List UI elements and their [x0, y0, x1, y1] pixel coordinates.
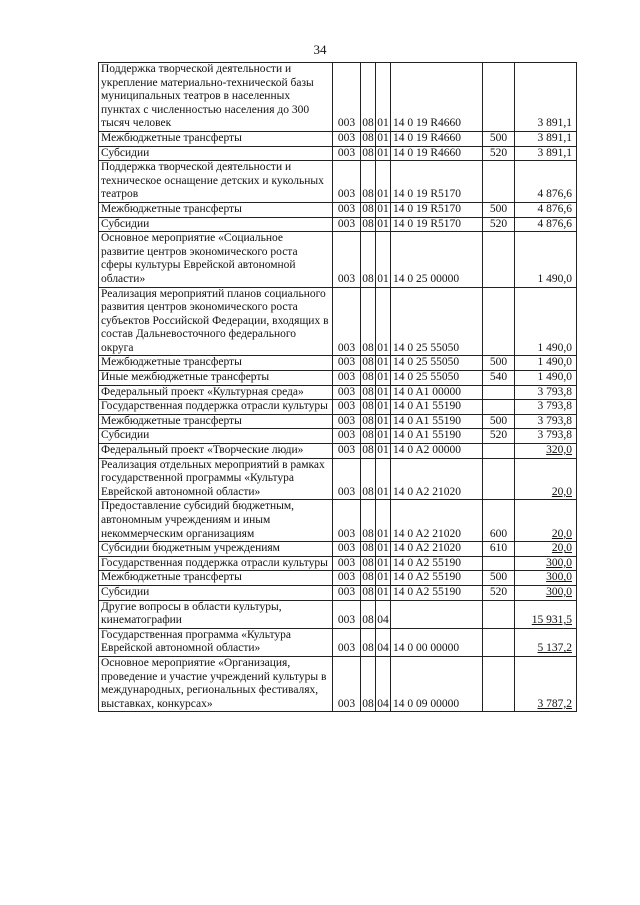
row-grbs-code: 003 — [333, 458, 361, 500]
row-grbs-code: 003 — [333, 556, 361, 571]
row-amount — [515, 571, 577, 586]
row-subsection-code: 01 — [376, 542, 391, 557]
row-grbs-code: 003 — [333, 371, 361, 386]
row-amount: 3 793,8 — [515, 429, 577, 444]
table-row — [99, 585, 577, 600]
table-row — [99, 600, 577, 628]
table-row — [99, 429, 577, 444]
row-section-code: 08 — [361, 444, 376, 459]
row-amount-value: 15 931,5 — [531, 614, 572, 627]
table-row — [99, 414, 577, 429]
table-row — [99, 500, 577, 542]
row-section-code: 08 — [361, 542, 376, 557]
row-expense-type: 500 — [483, 571, 515, 586]
row-amount — [515, 585, 577, 600]
table-row — [99, 131, 577, 146]
row-grbs-code: 003 — [333, 63, 361, 132]
row-subsection-code: 04 — [376, 600, 391, 628]
table-row — [99, 542, 577, 557]
row-name: Основное мероприятие «Социальное развитие центров экономического роста сферы культуры Еврейской автономной области» — [99, 232, 333, 287]
row-expense-type: 500 — [483, 131, 515, 146]
row-expense-type — [483, 400, 515, 415]
row-amount — [515, 628, 577, 656]
row-subsection-code: 01 — [376, 63, 391, 132]
row-subsection-code: 01 — [376, 458, 391, 500]
budget-table-body — [99, 63, 577, 712]
row-subsection-code: 01 — [376, 556, 391, 571]
row-name: Основное мероприятие «Организация, проведение и участие учреждений культуры в международных, региональных фестивалях, выставках, конкурсах» — [99, 656, 333, 711]
table-row — [99, 202, 577, 217]
row-expense-type — [483, 161, 515, 203]
row-section-code: 08 — [361, 656, 376, 711]
row-target-article: 14 0 A2 21020 — [391, 542, 483, 557]
row-expense-type: 610 — [483, 542, 515, 557]
row-grbs-code: 003 — [333, 628, 361, 656]
table-row — [99, 444, 577, 459]
row-amount: 3 891,1 — [515, 131, 577, 146]
row-target-article: 14 0 00 00000 — [391, 628, 483, 656]
row-amount-value: 300,0 — [546, 556, 572, 569]
row-amount — [515, 656, 577, 711]
row-name: Субсидии — [99, 146, 333, 161]
row-amount — [515, 542, 577, 557]
row-amount: 1 490,0 — [515, 232, 577, 287]
row-expense-type: 500 — [483, 414, 515, 429]
row-expense-type — [483, 63, 515, 132]
row-amount-value: 300,0 — [546, 585, 572, 598]
row-target-article: 14 0 19 R5170 — [391, 202, 483, 217]
row-grbs-code: 003 — [333, 585, 361, 600]
row-name: Межбюджетные трансферты — [99, 414, 333, 429]
row-expense-type: 520 — [483, 146, 515, 161]
row-target-article: 14 0 09 00000 — [391, 656, 483, 711]
row-amount-value: 20,0 — [551, 485, 572, 498]
row-target-article: 14 0 A2 55190 — [391, 585, 483, 600]
row-expense-type — [483, 385, 515, 400]
table-row — [99, 458, 577, 500]
row-name: Предоставление субсидий бюджетным, автономным учреждениям и иным некоммерческим организациям — [99, 500, 333, 542]
row-target-article: 14 0 A2 55190 — [391, 556, 483, 571]
table-row — [99, 656, 577, 711]
row-grbs-code: 003 — [333, 400, 361, 415]
row-name: Реализация отдельных мероприятий в рамках государственной программы «Культура Еврейской автономной области» — [99, 458, 333, 500]
row-subsection-code: 01 — [376, 385, 391, 400]
row-subsection-code: 01 — [376, 429, 391, 444]
row-amount: 4 876,6 — [515, 161, 577, 203]
row-section-code: 08 — [361, 287, 376, 356]
table-row — [99, 571, 577, 586]
row-amount-value: 5 137,2 — [537, 642, 572, 655]
table-row — [99, 356, 577, 371]
row-section-code: 08 — [361, 600, 376, 628]
row-amount: 3 891,1 — [515, 146, 577, 161]
row-amount-value: 300,0 — [546, 571, 572, 584]
row-target-article — [391, 600, 483, 628]
row-target-article: 14 0 25 00000 — [391, 232, 483, 287]
row-section-code: 08 — [361, 500, 376, 542]
table-row — [99, 628, 577, 656]
row-section-code: 08 — [361, 217, 376, 232]
row-grbs-code: 003 — [333, 542, 361, 557]
row-expense-type — [483, 628, 515, 656]
row-subsection-code: 01 — [376, 500, 391, 542]
row-subsection-code: 01 — [376, 161, 391, 203]
row-name: Межбюджетные трансферты — [99, 202, 333, 217]
row-expense-type — [483, 556, 515, 571]
row-target-article: 14 0 19 R5170 — [391, 161, 483, 203]
row-target-article: 14 0 A1 00000 — [391, 385, 483, 400]
row-section-code: 08 — [361, 556, 376, 571]
table-row — [99, 63, 577, 132]
row-section-code: 08 — [361, 356, 376, 371]
row-amount — [515, 458, 577, 500]
row-amount: 3 891,1 — [515, 63, 577, 132]
row-name: Иные межбюджетные трансферты — [99, 371, 333, 386]
row-name: Реализация мероприятий планов социального развития центров экономического роста субъектов Российской Федерации, входящих в состав Дальневосточного федерального округа — [99, 287, 333, 356]
row-grbs-code: 003 — [333, 356, 361, 371]
row-subsection-code: 04 — [376, 656, 391, 711]
row-target-article: 14 0 A1 55190 — [391, 400, 483, 415]
row-grbs-code: 003 — [333, 385, 361, 400]
row-amount — [515, 444, 577, 459]
row-subsection-code: 01 — [376, 146, 391, 161]
row-grbs-code: 003 — [333, 217, 361, 232]
row-amount-value: 3 787,2 — [537, 697, 572, 710]
row-amount: 3 793,8 — [515, 414, 577, 429]
row-subsection-code: 01 — [376, 571, 391, 586]
row-expense-type — [483, 458, 515, 500]
row-target-article: 14 0 25 55050 — [391, 287, 483, 356]
row-grbs-code: 003 — [333, 600, 361, 628]
row-subsection-code: 01 — [376, 400, 391, 415]
row-amount: 4 876,6 — [515, 217, 577, 232]
page-number: 34 — [313, 42, 327, 57]
row-grbs-code: 003 — [333, 656, 361, 711]
row-name: Субсидии — [99, 217, 333, 232]
row-section-code: 08 — [361, 371, 376, 386]
row-subsection-code: 01 — [376, 356, 391, 371]
row-name: Государственная поддержка отрасли культуры — [99, 400, 333, 415]
row-grbs-code: 003 — [333, 429, 361, 444]
row-section-code: 08 — [361, 232, 376, 287]
row-name: Государственная программа «Культура Еврейской автономной области» — [99, 628, 333, 656]
row-grbs-code: 003 — [333, 232, 361, 287]
row-amount: 1 490,0 — [515, 356, 577, 371]
row-section-code: 08 — [361, 628, 376, 656]
row-section-code: 08 — [361, 202, 376, 217]
row-section-code: 08 — [361, 585, 376, 600]
row-target-article: 14 0 19 R4660 — [391, 63, 483, 132]
row-expense-type: 500 — [483, 356, 515, 371]
row-amount: 1 490,0 — [515, 371, 577, 386]
table-row — [99, 371, 577, 386]
row-target-article: 14 0 A2 21020 — [391, 500, 483, 542]
row-amount-value: 320,0 — [546, 444, 572, 457]
row-name: Межбюджетные трансферты — [99, 356, 333, 371]
row-grbs-code: 003 — [333, 202, 361, 217]
row-section-code: 08 — [361, 131, 376, 146]
row-expense-type: 520 — [483, 217, 515, 232]
table-row — [99, 385, 577, 400]
row-section-code: 08 — [361, 429, 376, 444]
row-section-code: 08 — [361, 414, 376, 429]
row-target-article: 14 0 19 R4660 — [391, 146, 483, 161]
row-target-article: 14 0 25 55050 — [391, 371, 483, 386]
row-subsection-code: 01 — [376, 131, 391, 146]
row-target-article: 14 0 A1 55190 — [391, 429, 483, 444]
row-section-code: 08 — [361, 400, 376, 415]
row-amount — [515, 556, 577, 571]
row-name: Государственная поддержка отрасли культуры — [99, 556, 333, 571]
budget-table — [98, 62, 577, 712]
row-target-article: 14 0 25 55050 — [391, 356, 483, 371]
row-subsection-code: 01 — [376, 217, 391, 232]
row-expense-type — [483, 232, 515, 287]
row-amount — [515, 600, 577, 628]
row-subsection-code: 01 — [376, 202, 391, 217]
row-amount-value: 20,0 — [551, 527, 572, 540]
row-section-code: 08 — [361, 146, 376, 161]
row-section-code: 08 — [361, 161, 376, 203]
table-row — [99, 161, 577, 203]
row-name: Субсидии — [99, 585, 333, 600]
row-grbs-code: 003 — [333, 500, 361, 542]
row-name: Поддержка творческой деятельности и техническое оснащение детских и кукольных театров — [99, 161, 333, 203]
row-subsection-code: 04 — [376, 628, 391, 656]
row-target-article: 14 0 A1 55190 — [391, 414, 483, 429]
row-grbs-code: 003 — [333, 161, 361, 203]
row-name: Межбюджетные трансферты — [99, 131, 333, 146]
row-grbs-code: 003 — [333, 131, 361, 146]
row-amount-value: 20,0 — [551, 542, 572, 555]
row-subsection-code: 01 — [376, 414, 391, 429]
row-amount: 1 490,0 — [515, 287, 577, 356]
row-amount: 4 876,6 — [515, 202, 577, 217]
row-target-article: 14 0 19 R4660 — [391, 131, 483, 146]
row-amount — [515, 500, 577, 542]
row-target-article: 14 0 A2 00000 — [391, 444, 483, 459]
row-expense-type — [483, 656, 515, 711]
row-name: Другие вопросы в области культуры, кинематографии — [99, 600, 333, 628]
row-amount: 3 793,8 — [515, 385, 577, 400]
row-name: Федеральный проект «Творческие люди» — [99, 444, 333, 459]
row-expense-type: 520 — [483, 429, 515, 444]
row-subsection-code: 01 — [376, 444, 391, 459]
row-expense-type: 600 — [483, 500, 515, 542]
row-subsection-code: 01 — [376, 371, 391, 386]
row-section-code: 08 — [361, 385, 376, 400]
row-subsection-code: 01 — [376, 585, 391, 600]
row-grbs-code: 003 — [333, 444, 361, 459]
row-section-code: 08 — [361, 63, 376, 132]
row-expense-type — [483, 444, 515, 459]
row-target-article: 14 0 A2 55190 — [391, 571, 483, 586]
row-section-code: 08 — [361, 458, 376, 500]
table-row — [99, 146, 577, 161]
row-name: Субсидии бюджетным учреждениям — [99, 542, 333, 557]
row-section-code: 08 — [361, 571, 376, 586]
row-grbs-code: 003 — [333, 414, 361, 429]
table-row — [99, 287, 577, 356]
row-target-article: 14 0 19 R5170 — [391, 217, 483, 232]
row-grbs-code: 003 — [333, 146, 361, 161]
row-name: Субсидии — [99, 429, 333, 444]
row-name: Поддержка творческой деятельности и укрепление материально-технической базы муниципальных театров в населенных пунктах с численностью населения до 300 тысяч человек — [99, 63, 333, 132]
table-row — [99, 232, 577, 287]
row-target-article: 14 0 A2 21020 — [391, 458, 483, 500]
row-grbs-code: 003 — [333, 571, 361, 586]
table-row — [99, 400, 577, 415]
row-amount: 3 793,8 — [515, 400, 577, 415]
row-expense-type — [483, 287, 515, 356]
row-subsection-code: 01 — [376, 232, 391, 287]
row-name: Федеральный проект «Культурная среда» — [99, 385, 333, 400]
row-expense-type: 500 — [483, 202, 515, 217]
row-subsection-code: 01 — [376, 287, 391, 356]
table-row — [99, 217, 577, 232]
table-row — [99, 556, 577, 571]
row-expense-type: 540 — [483, 371, 515, 386]
row-name: Межбюджетные трансферты — [99, 571, 333, 586]
row-grbs-code: 003 — [333, 287, 361, 356]
row-expense-type — [483, 600, 515, 628]
row-expense-type: 520 — [483, 585, 515, 600]
